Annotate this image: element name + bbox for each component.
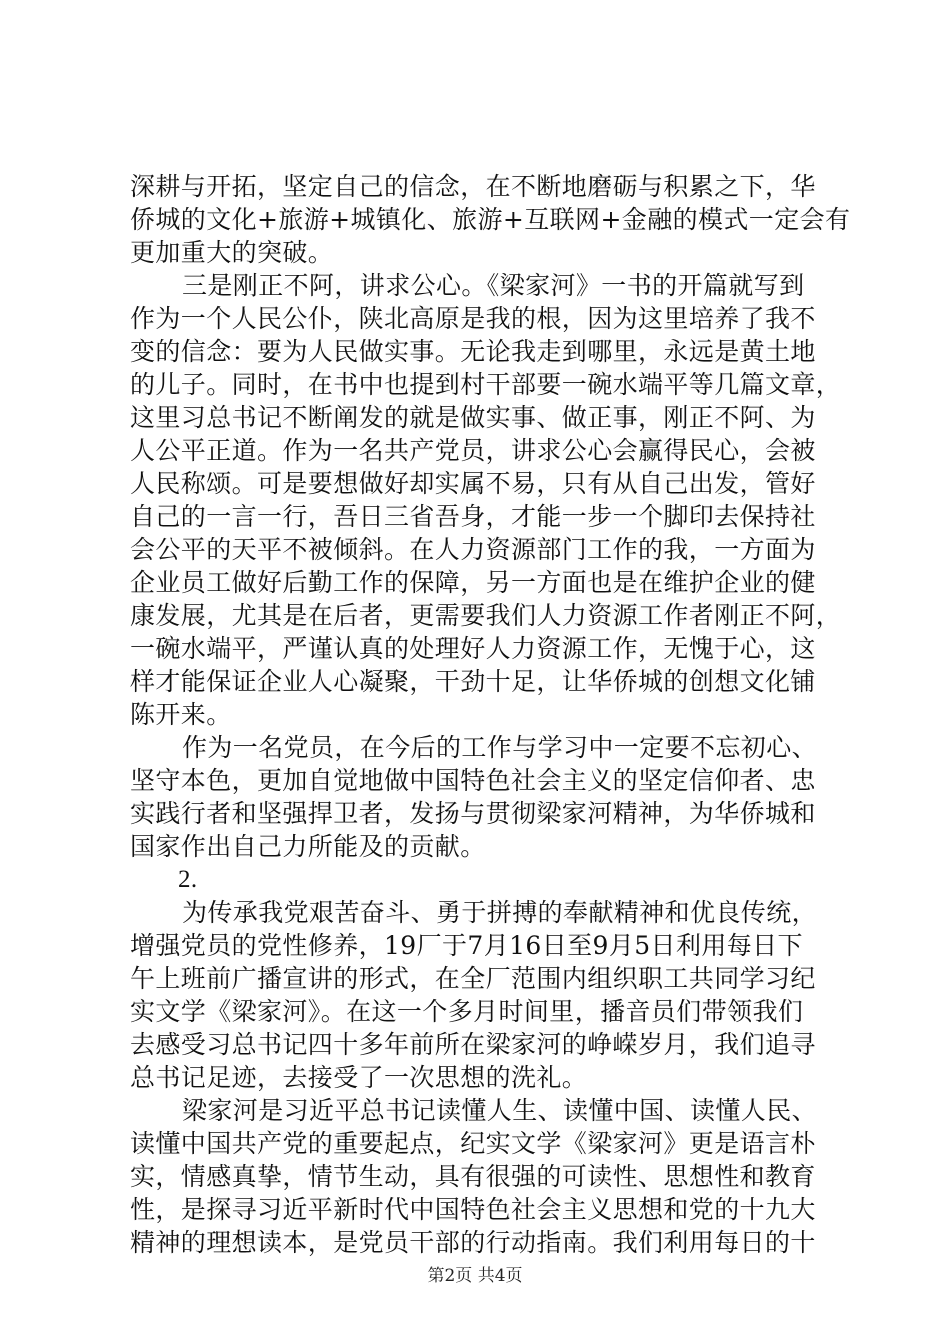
text-line: 人民称颂。可是要想做好却实属不易，只有从自己出发，管好 <box>130 469 816 498</box>
text-line: 实文学《梁家河》。在这一个多月时间里，播音员们带领我们 <box>130 997 804 1026</box>
text-line: 总书记足迹，去接受了一次思想的洗礼。 <box>130 1063 588 1092</box>
text-line: 精神的理想读本，是党员干部的行动指南。我们利用每日的十 <box>130 1228 816 1257</box>
text-line: 深耕与开拓，坚定自己的信念，在不断地磨砺与积累之下，华 <box>130 172 816 201</box>
text-line: 性，是探寻习近平新时代中国特色社会主义思想和党的十九大 <box>130 1195 816 1224</box>
text-line: 自己的一言一行，吾日三省吾身，才能一步一个脚印去保持社 <box>130 502 816 531</box>
text-line: 样才能保证企业人心凝聚，干劲十足，让华侨城的创想文化铺 <box>130 667 816 696</box>
text-line: 作为一个人民公仆，陕北高原是我的根，因为这里培养了我不 <box>130 304 816 333</box>
paragraph-first-line: 作为一名党员，在今后的工作与学习中一定要不忘初心、 <box>182 733 818 762</box>
section-number: 2. <box>178 866 198 893</box>
text-line: 实，情感真挚，情节生动，具有很强的可读性、思想性和教育 <box>130 1162 816 1191</box>
page-footer <box>0 1265 950 1287</box>
text-line: 坚守本色，更加自觉地做中国特色社会主义的坚定信仰者、忠 <box>130 766 816 795</box>
paragraph-first-line: 三是刚正不阿，讲求公心。《梁家河》一书的开篇就写到 <box>182 271 805 300</box>
text-line: 去感受习总书记四十多年前所在梁家河的峥嵘岁月，我们追寻 <box>130 1030 816 1059</box>
paragraph-first-line: 梁家河是习近平总书记读懂人生、读懂中国、读懂人民、 <box>182 1096 818 1125</box>
text-line: 实践行者和坚强捍卫者，发扬与贯彻梁家河精神，为华侨城和 <box>130 799 816 828</box>
text-line: 陈开来。 <box>130 700 232 729</box>
text-line: 变的信念：要为人民做实事。无论我走到哪里，永远是黄土地 <box>130 337 816 366</box>
text-line: 国家作出自己力所能及的贡献。 <box>130 832 486 861</box>
text-line: 康发展，尤其是在后者，更需要我们人力资源工作者刚正不阿， <box>130 601 842 630</box>
text-line: 这里习总书记不断阐发的就是做实事、做正事，刚正不阿、为 <box>130 403 816 432</box>
text-line: 增强党员的党性修养，19厂于7月16日至9月5日利用每日下 <box>130 931 803 960</box>
text-line: 更加重大的突破。 <box>130 238 334 267</box>
text-line: 读懂中国共产党的重要起点，纪实文学《梁家河》更是语言朴 <box>130 1129 816 1158</box>
text-line: 企业员工做好后勤工作的保障，另一方面也是在维护企业的健 <box>130 568 816 597</box>
text-line: 的儿子。同时，在书中也提到村干部要一碗水端平等几篇文章， <box>130 370 842 399</box>
text-line: 侨城的文化+旅游+城镇化、旅游+互联网+金融的模式一定会有 <box>130 205 851 234</box>
document-body <box>130 170 851 1259</box>
text-line: 午上班前广播宣讲的形式，在全厂范围内组织职工共同学习纪 <box>130 964 816 993</box>
paragraph-first-line: 为传承我党艰苦奋斗、勇于拼搏的奉献精神和优良传统， <box>182 898 818 927</box>
text-line: 人公平正道。作为一名共产党员，讲求公心会赢得民心，会被 <box>130 436 816 465</box>
text-line: 会公平的天平不被倾斜。在人力资源部门工作的我，一方面为 <box>130 535 816 564</box>
page-number-label: 第2页 共4页 <box>427 1266 523 1286</box>
text-line: 一碗水端平，严谨认真的处理好人力资源工作，无愧于心，这 <box>130 634 816 663</box>
